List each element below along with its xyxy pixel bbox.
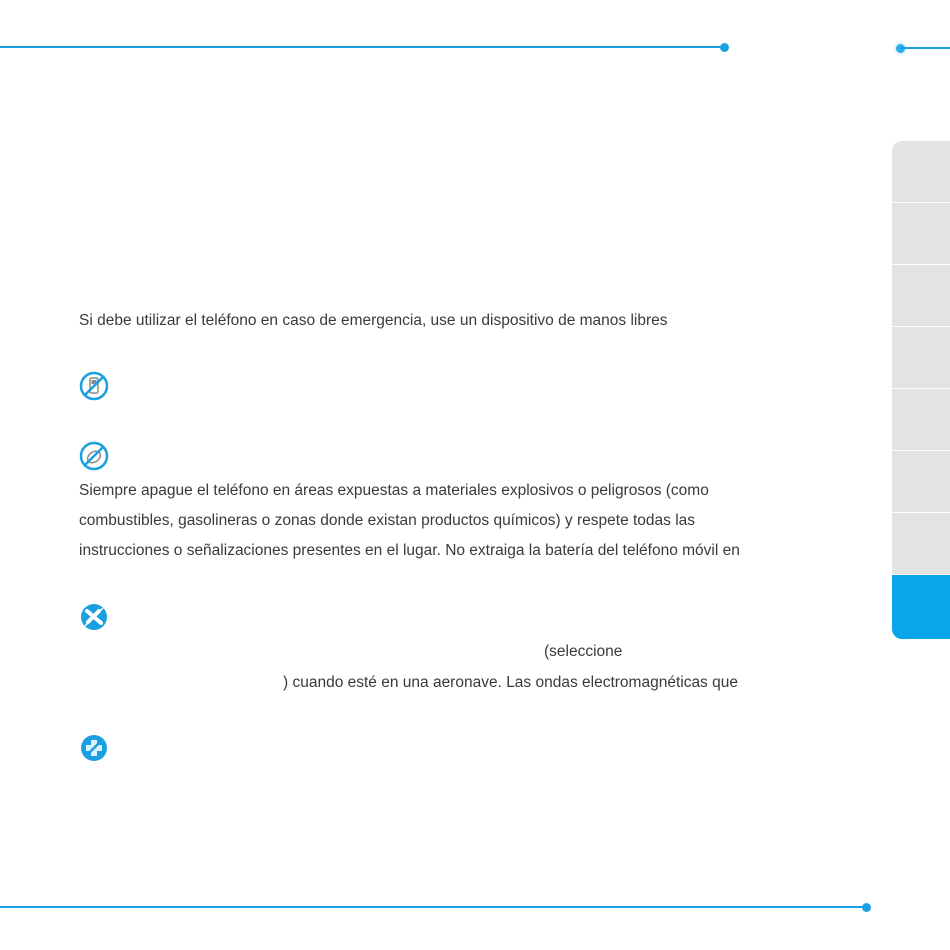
- chapter-tab-2[interactable]: [892, 203, 950, 265]
- paragraph2-line1: Siempre apague el teléfono en áreas expuestas a materiales explosivos o peligrosos (como: [79, 482, 709, 499]
- no-hospital-icon: [79, 733, 109, 763]
- no-phone-while-driving-icon: [79, 371, 109, 401]
- chapter-tab-6[interactable]: [892, 451, 950, 513]
- top-rule-right: [900, 47, 950, 49]
- top-rule-left: [0, 46, 724, 48]
- chapter-tab-1[interactable]: [892, 141, 950, 203]
- no-airplane-icon: [79, 602, 109, 632]
- paragraph3-fragment2: ) cuando esté en una aeronave. Las ondas electromagnéticas que: [283, 674, 738, 691]
- paragraph2-line3: instrucciones o señalizaciones presentes en el lugar. No extraiga la batería del teléfono móvil en: [79, 542, 740, 559]
- chapter-tab-4[interactable]: [892, 327, 950, 389]
- chapter-tab-5[interactable]: [892, 389, 950, 451]
- paragraph1-line1: Si debe utilizar el teléfono en caso de emergencia, use un dispositivo de manos libres: [79, 312, 668, 329]
- no-explosive-area-icon: [79, 441, 109, 471]
- chapter-tab-3[interactable]: [892, 265, 950, 327]
- top-rule-dot: [720, 43, 729, 52]
- paragraph3-fragment1: (seleccione: [544, 643, 623, 660]
- chapter-tab-8-active[interactable]: [892, 575, 950, 639]
- chapter-tabs: [892, 141, 950, 639]
- bottom-rule: [0, 906, 866, 908]
- paragraph2-line2: combustibles, gasolineras o zonas donde existan productos químicos) y respete todas las: [79, 512, 696, 529]
- chapter-tab-7[interactable]: [892, 513, 950, 575]
- bottom-rule-dot: [862, 903, 871, 912]
